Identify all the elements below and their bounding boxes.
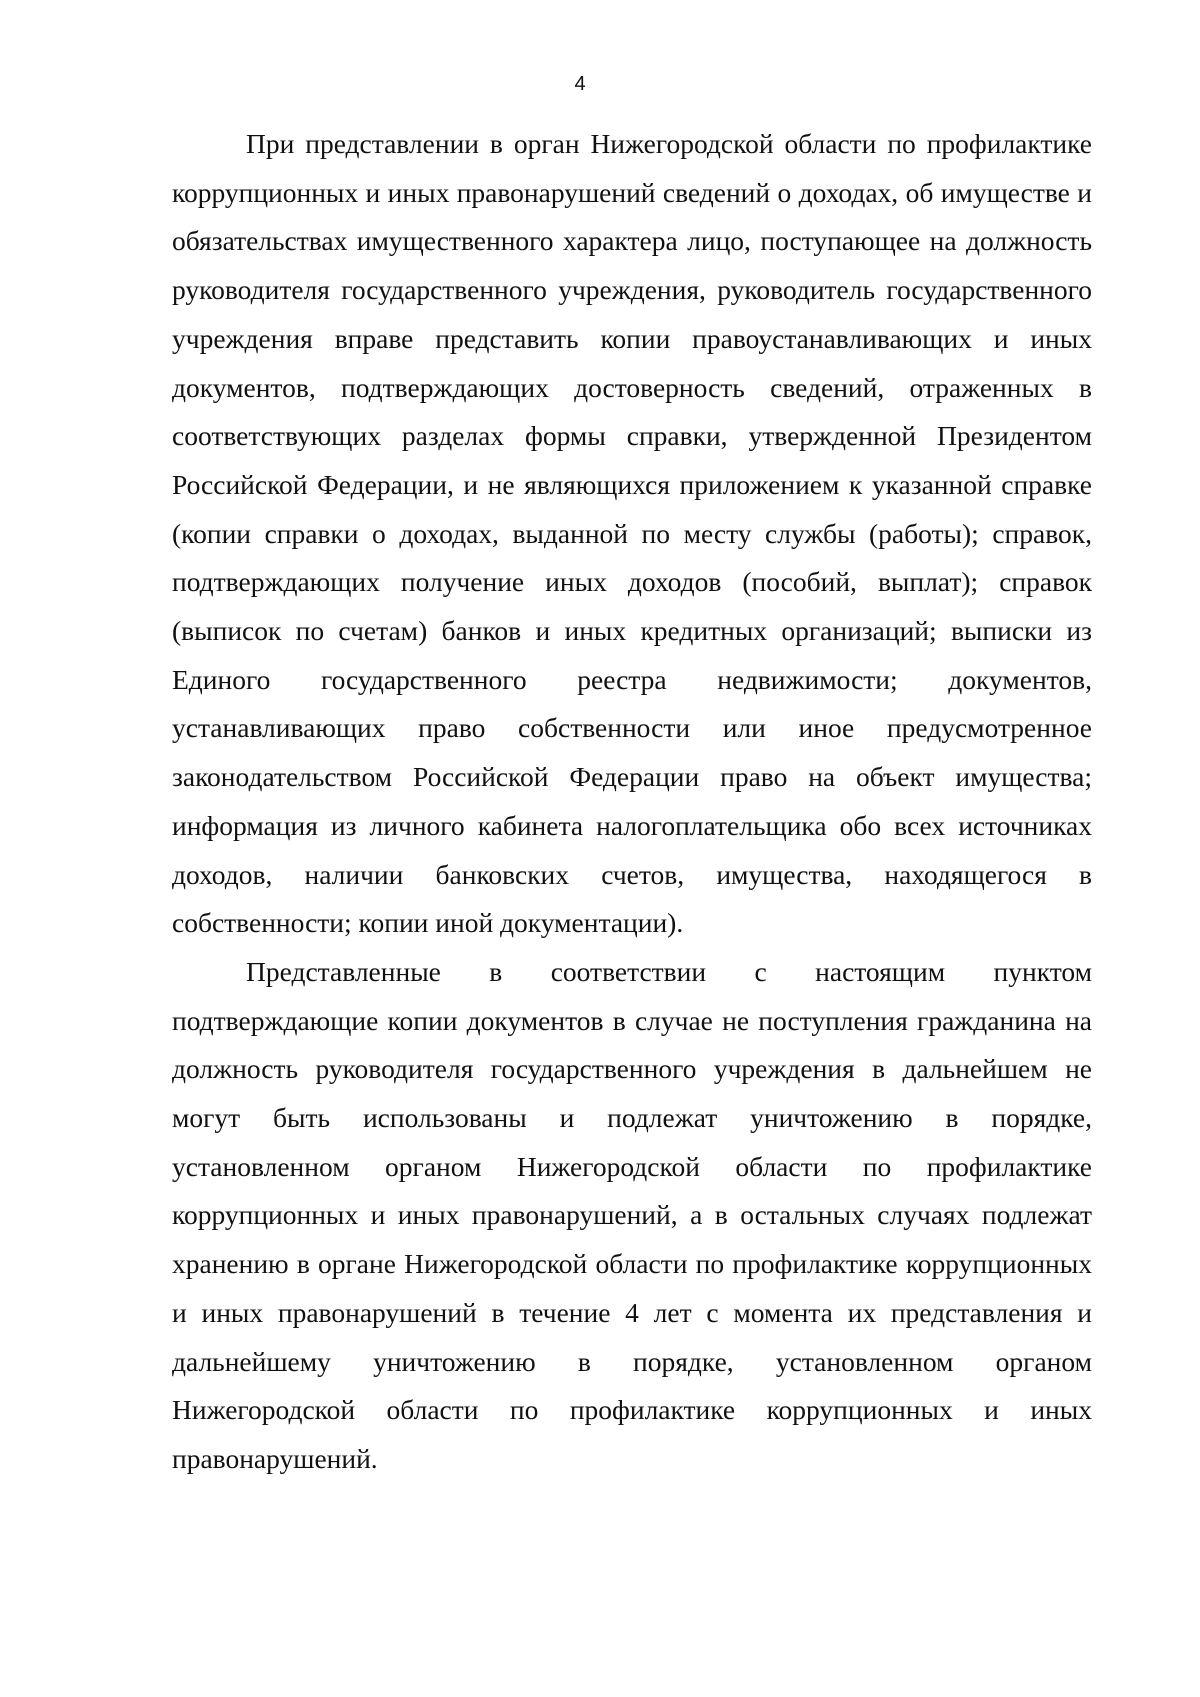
paragraph-storage-and-destruction: Представленные в соответствии с настоящим пунктом подтверждающие копии документов в случае не поступления гражданина на должность руководителя государственного учреждения в дальнейшем не могут быть использованы и подлежат уничтожению в порядке, установленном органом Нижегородской области по профилактике коррупционных и иных правонарушений, а в остальных случаях подлежат хранению в органе Нижегородской области по профилактике коррупционных и иных правонарушений в течение 4 лет с момента их представления и дальнейшему уничтожению в порядке, установленном органом Нижегородской области по профилактике коррупционных и иных правонарушений. — [172, 955, 1092, 1474]
page-number: 4 — [574, 73, 586, 95]
paragraph-submission-of-documents: При представлении в орган Нижегородской области по профилактике коррупционных и иных правонарушений сведений о доходах, об имуществе и обязательствах имущественного характера лицо, поступающее на должность руководителя государственного учреждения, руководитель государственного учреждения вправе представить копии правоустанавливающих и иных документов, подтверждающих достоверность сведений, отраженных в соответствующих разделах формы справки, утвержденной Президентом Российской Федерации, и не являющихся приложением к указанной справке (копии справки о доходах, выданной по месту службы (работы); справок, подтверждающих получение иных доходов (пособий, выплат); справок (выписок по счетам) банков и иных кредитных организаций; выписки из Единого государственного реестра недвижимости; документов, устанавливающих право собственности или иное предусмотренное законодательством Российской Федерации право на объект имущества; информация из личного кабинета налогоплательщика обо всех источниках доходов, наличии банковских счетов, имущества, находящегося в собственности; копии иной документации). — [172, 128, 1092, 939]
document-body — [172, 120, 1092, 1484]
